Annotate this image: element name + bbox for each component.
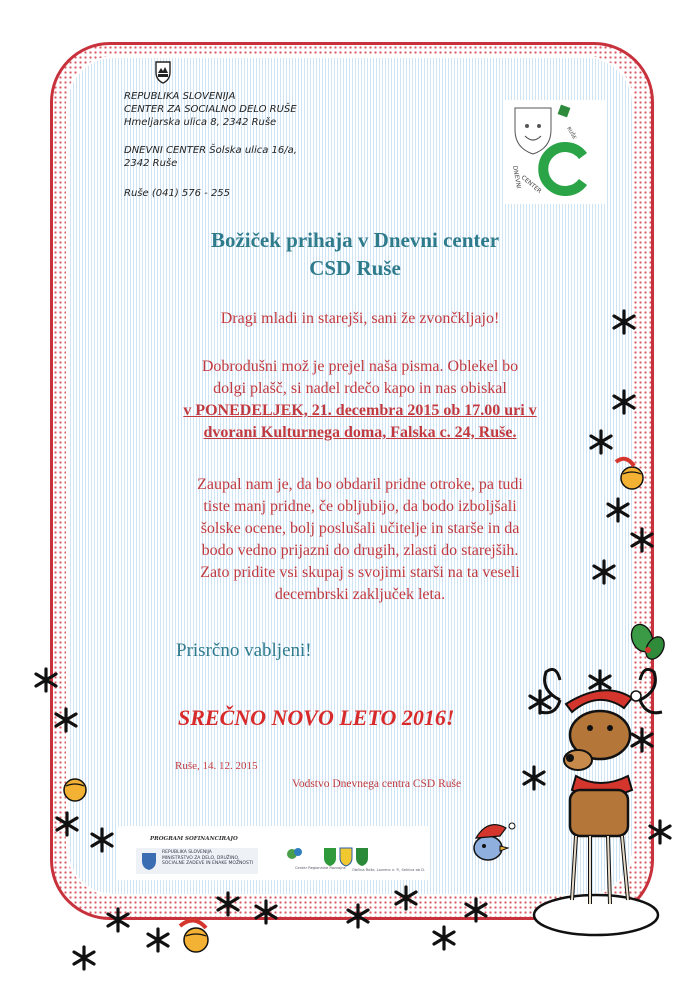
announcement-paragraph [150,356,570,444]
header-line-postcode: 2342 Ruše [124,158,178,169]
header-line-republic: REPUBLIKA SLOVENIJA [124,91,236,102]
signature: Vodstvo Dnevnega centra CSD Ruše [292,778,462,790]
coat-of-arms-icon [154,60,172,84]
announcement-line-1: Dobrodušni mož je prejel naša pisma. Oblekel bo [201,358,519,375]
title-line-2: CSD Ruše [309,256,401,280]
page-title [120,226,590,282]
new-year-headline: SREČNO NOVO LETO 2016! [178,705,455,730]
ministry-text [162,850,253,867]
dnevni-center-logo [505,100,605,204]
sponsor-strip [116,826,430,880]
ministry-emblem-icon [140,851,158,871]
header-phone: Ruše (041) 576 - 255 [124,188,231,199]
header-address [124,90,297,129]
event-date-line: v PONEDELJEK, 21. decembra 2015 ob 17.00 uri v [183,402,537,419]
sponsor-title: PROGRAM SOFINANCIRAJO [150,836,238,842]
message-paragraph [150,474,570,606]
title-line-1: Božiček prihaja v Dnevni center [210,228,500,252]
message-line-5: Zato pridite vsi skupaj s svojimi starši na ta veseli [200,564,520,581]
logo-text-center: CENTER [519,174,543,196]
announcement-line-2: dolgi plašč, si nadel rdečo kapo in nas obiskal [213,380,507,397]
logo-text-dnevni: DNEVNI [511,165,522,190]
event-venue-line: dvorani Kulturnega doma, Falska c. 24, Ruše. [203,424,517,441]
municipalities-text: Občina Ruše, Lovrenc n. P., Selnica ob D. [352,868,426,872]
header-line-center: CENTER ZA SOCIALNO DELO RUŠE [124,104,297,115]
message-line-4: bodo vedno prijazni do drugih, zlasti do starejših. [201,542,519,559]
logo-text-ruse: RUŠE [565,126,578,141]
header-day-center [124,144,297,170]
greeting-text: Dragi mladi in starejši, sani že zvončkljajo! [220,310,500,327]
message-line-2: tiste manj pridne, če obljubijo, da bodo izboljšali [203,498,517,515]
message-line-6: decembrski zaključek leta. [274,586,446,603]
header-line-street: Hmeljarska ulica 8, 2342 Ruše [124,117,277,128]
ministry-line-2: MINISTRSTVO ZA DELO, DRUŽINO, [162,855,240,861]
message-line-1: Zaupal nam je, da bo obdaril pridne otroke, pa tudi [197,476,523,493]
ministry-line-3: SOCIALNE ZADEVE IN ENAKE MOŽNOSTI [162,861,253,866]
invitation-text: Prisrčno vabljeni! [176,640,312,661]
header-line-day-center: DNEVNI CENTER Šolska ulica 16/a, [124,145,297,156]
regional-text: Center Regionalne Razvojne [295,866,346,870]
letter-date: Ruše, 14. 12. 2015 [175,760,258,772]
message-line-3: šolske ocene, bolj poslušali učitelje in starše in da [200,520,520,537]
ministry-line-1: REPUBLIKA SLOVENIJA [162,850,212,855]
